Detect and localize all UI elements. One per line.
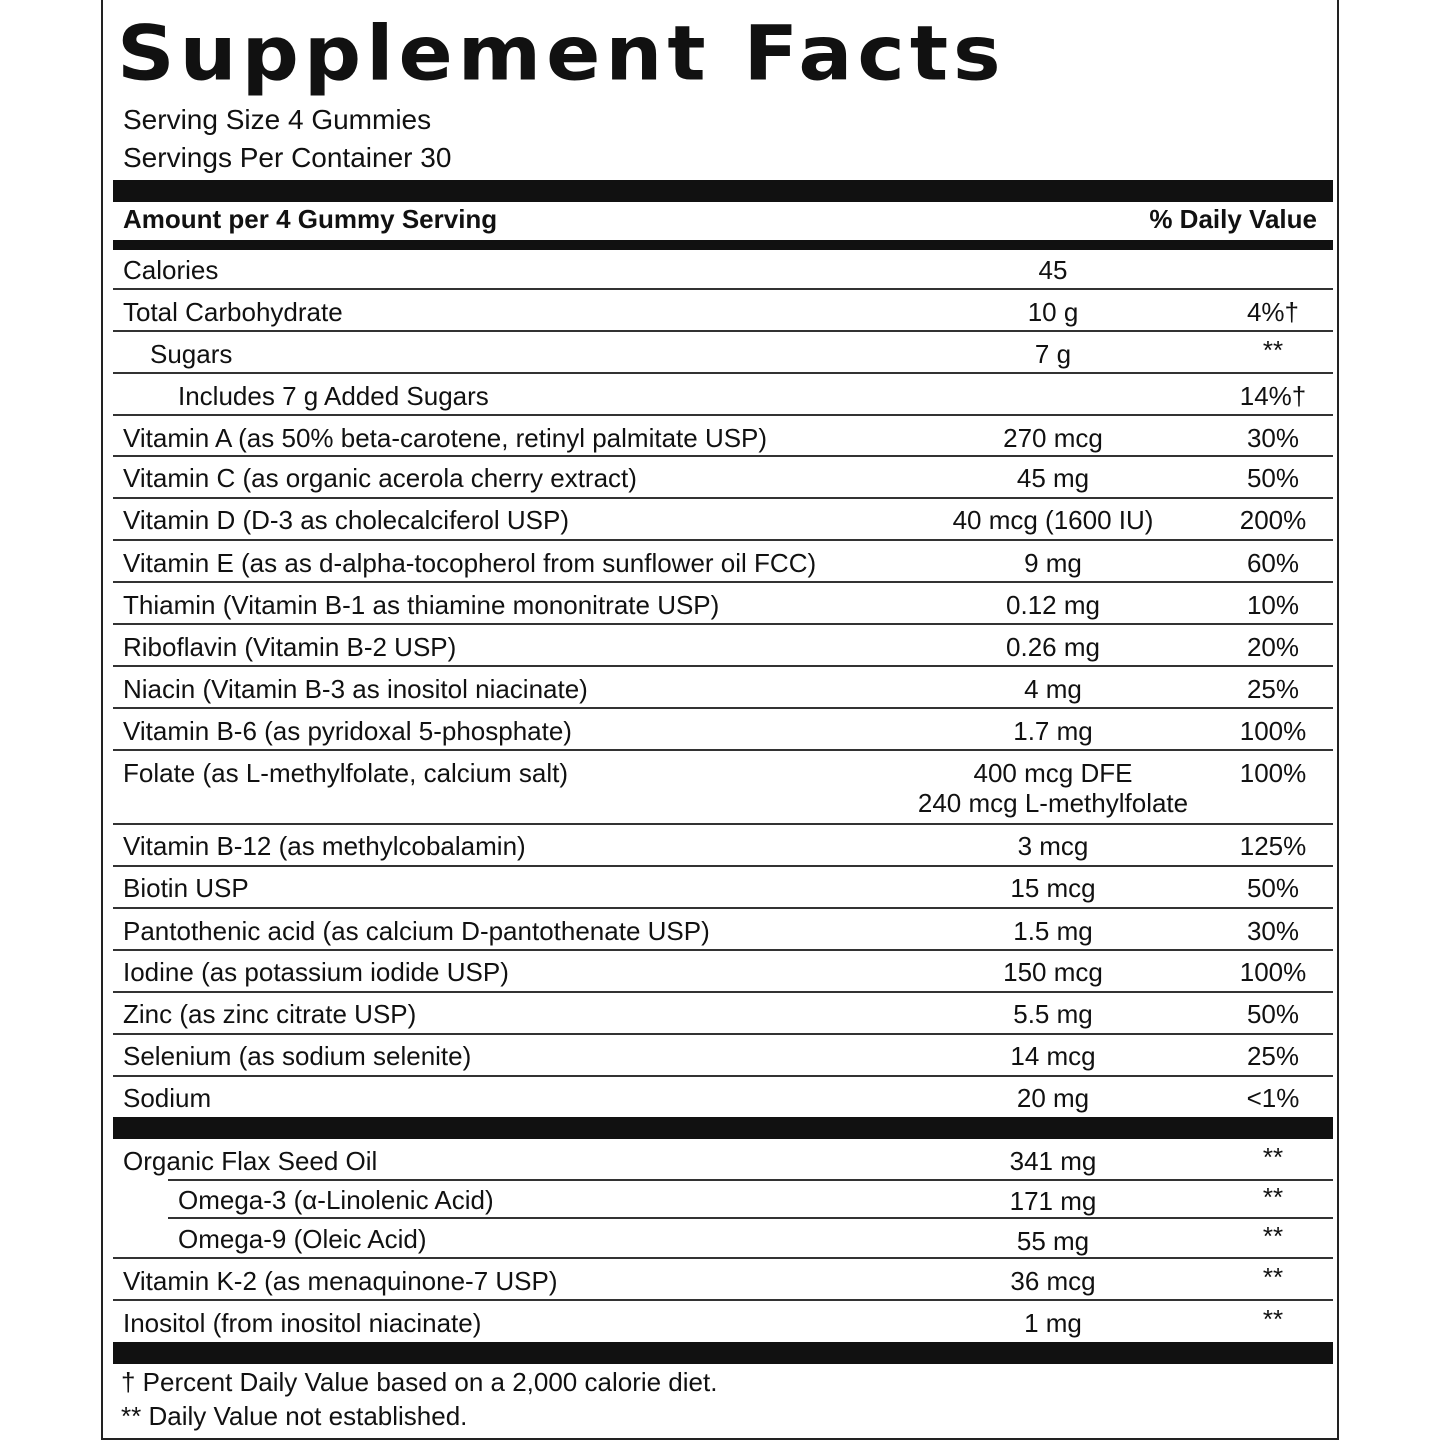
nutrient-row [113, 709, 1333, 751]
nutrient-daily-value: 50% [1246, 463, 1300, 493]
daily-value-header: % Daily Value [1149, 204, 1317, 234]
nutrient-row [113, 499, 1333, 541]
nutrient-row [113, 667, 1333, 709]
nutrient-daily-value: 25% [1246, 674, 1300, 704]
footnote-dagger: † Percent Daily Value based on a 2,000 calorie diet. [121, 1367, 718, 1397]
ingredient-daily-value: ** [1262, 1182, 1284, 1212]
ingredient-row [113, 1219, 1333, 1257]
nutrient-daily-value: 30% [1246, 916, 1300, 946]
nutrient-amount: 4 mg [1024, 674, 1082, 704]
nutrient-daily-value: ** [1262, 335, 1284, 365]
nutrient-name: Vitamin A (as 50% beta-carotene, retinyl palmitate USP) [123, 423, 768, 453]
nutrient-name: Sodium [123, 1083, 212, 1113]
nutrient-name: Vitamin E (as as d-alpha-tocopherol from sunflower oil FCC) [123, 548, 817, 578]
nutrient-amount: 400 mcg DFE [973, 758, 1133, 788]
nutrient-row [113, 457, 1333, 499]
nutrient-daily-value: 10% [1246, 590, 1300, 620]
nutrient-name: Zinc (as zinc citrate USP) [123, 999, 417, 1029]
nutrient-daily-value: 30% [1246, 423, 1300, 453]
nutrient-amount: 150 mcg [1003, 957, 1103, 987]
nutrient-daily-value: 25% [1246, 1041, 1300, 1071]
nutrient-row [113, 625, 1333, 667]
nutrient-daily-value: 100% [1239, 957, 1307, 987]
nutrient-row [113, 541, 1333, 583]
nutrient-daily-value: 100% [1239, 716, 1307, 746]
ingredient-amount: 1 mg [1024, 1308, 1082, 1338]
nutrient-amount: 9 mg [1024, 548, 1082, 578]
ingredient-name: Organic Flax Seed Oil [123, 1146, 378, 1176]
nutrient-name: Biotin USP [123, 873, 249, 903]
nutrient-amount: 40 mcg (1600 IU) [952, 505, 1154, 535]
nutrient-row [113, 867, 1333, 909]
ingredient-amount: 55 mg [1016, 1226, 1090, 1256]
nutrient-row [113, 1077, 1333, 1117]
nutrient-amount: 45 [1038, 255, 1068, 285]
ingredient-row [113, 1181, 1333, 1219]
footnote-double-star: ** Daily Value not established. [121, 1401, 468, 1431]
ingredient-name: Inositol (from inositol niacinate) [123, 1308, 482, 1338]
nutrient-name: Selenium (as sodium selenite) [123, 1041, 472, 1071]
nutrient-name: Vitamin B-12 (as methylcobalamin) [123, 831, 526, 861]
nutrient-name: Total Carbohydrate [123, 297, 343, 327]
nutrient-daily-value: 125% [1239, 831, 1307, 861]
ingredient-name: Vitamin K-2 (as menaquinone-7 USP) [123, 1266, 558, 1296]
ingredient-row [113, 1301, 1333, 1341]
nutrient-daily-value: 50% [1246, 999, 1300, 1029]
nutrient-row [113, 374, 1333, 416]
ingredient-row [113, 1259, 1333, 1299]
nutrient-amount: 7 g [1034, 339, 1072, 369]
servings-per-container: Servings Per Container 30 [123, 142, 452, 173]
nutrient-name: Calories [123, 255, 219, 285]
nutrient-amount: 1.5 mg [1013, 916, 1093, 946]
thick-divider [113, 1342, 1333, 1364]
nutrient-row [113, 751, 1333, 825]
nutrient-amount-secondary: 240 mcg L-methylfolate [917, 788, 1189, 818]
nutrient-daily-value: 14%† [1239, 381, 1307, 411]
nutrient-row [113, 583, 1333, 625]
nutrient-amount: 45 mg [1016, 463, 1090, 493]
nutrient-row [113, 250, 1333, 290]
nutrient-name: Iodine (as potassium iodide USP) [123, 957, 509, 987]
nutrient-amount: 270 mcg [1003, 423, 1103, 453]
ingredient-daily-value: ** [1262, 1142, 1284, 1172]
ingredient-name: Omega-9 (Oleic Acid) [178, 1224, 427, 1254]
nutrient-amount: 14 mcg [1010, 1041, 1096, 1071]
nutrient-name: Sugars [150, 339, 233, 369]
nutrient-daily-value: 60% [1246, 548, 1300, 578]
nutrient-row [113, 993, 1333, 1035]
medium-divider [113, 240, 1333, 250]
nutrient-daily-value: 100% [1239, 758, 1307, 788]
nutrient-name: Thiamin (Vitamin B-1 as thiamine mononitrate USP) [123, 590, 720, 620]
nutrient-name: Folate (as L-methylfolate, calcium salt) [123, 758, 569, 788]
nutrient-row [113, 290, 1333, 332]
nutrient-name: Riboflavin (Vitamin B-2 USP) [123, 632, 457, 662]
nutrient-amount: 0.26 mg [1006, 632, 1100, 662]
nutrient-name: Includes 7 g Added Sugars [178, 381, 489, 411]
nutrient-daily-value: 50% [1246, 873, 1300, 903]
nutrient-amount: 5.5 mg [1013, 999, 1093, 1029]
nutrient-amount: 10 g [1027, 297, 1079, 327]
amount-header: Amount per 4 Gummy Serving [123, 204, 498, 234]
ingredient-name: Omega-3 (α-Linolenic Acid) [178, 1185, 494, 1215]
ingredient-amount: 171 mg [1009, 1186, 1097, 1216]
serving-size: Serving Size 4 Gummies [123, 104, 432, 135]
nutrient-amount: 1.7 mg [1013, 716, 1093, 746]
nutrient-daily-value: 200% [1239, 505, 1307, 535]
ingredient-amount: 341 mg [1009, 1146, 1097, 1176]
nutrient-row [113, 909, 1333, 951]
nutrient-amount: 0.12 mg [1006, 590, 1100, 620]
nutrient-name: Vitamin B-6 (as pyridoxal 5-phosphate) [123, 716, 572, 746]
label-title: Supplement Facts [117, 8, 1006, 98]
nutrient-name: Pantothenic acid (as calcium D-pantothenate USP) [123, 916, 710, 946]
nutrient-daily-value: <1% [1246, 1083, 1300, 1113]
nutrient-name: Vitamin D (D-3 as cholecalciferol USP) [123, 505, 569, 535]
ingredient-row [113, 1140, 1333, 1180]
nutrient-row [113, 951, 1333, 993]
nutrient-daily-value: 4%† [1246, 297, 1300, 327]
thick-divider [113, 1117, 1333, 1139]
nutrient-name: Niacin (Vitamin B-3 as inositol niacinate) [123, 674, 588, 704]
nutrient-name: Vitamin C (as organic acerola cherry extract) [123, 463, 637, 493]
ingredient-daily-value: ** [1262, 1221, 1284, 1251]
nutrient-row [113, 332, 1333, 374]
nutrient-amount: 20 mg [1016, 1083, 1090, 1113]
nutrient-row [113, 825, 1333, 867]
nutrient-amount: 15 mcg [1010, 873, 1096, 903]
nutrient-row [113, 1035, 1333, 1077]
nutrient-row [113, 416, 1333, 457]
thick-divider [113, 180, 1333, 202]
ingredient-daily-value: ** [1262, 1262, 1284, 1292]
ingredient-amount: 36 mcg [1010, 1266, 1096, 1296]
nutrient-amount: 3 mcg [1017, 831, 1089, 861]
ingredient-daily-value: ** [1262, 1304, 1284, 1334]
nutrient-daily-value: 20% [1246, 632, 1300, 662]
supplement-facts-panel [101, 0, 1339, 1440]
